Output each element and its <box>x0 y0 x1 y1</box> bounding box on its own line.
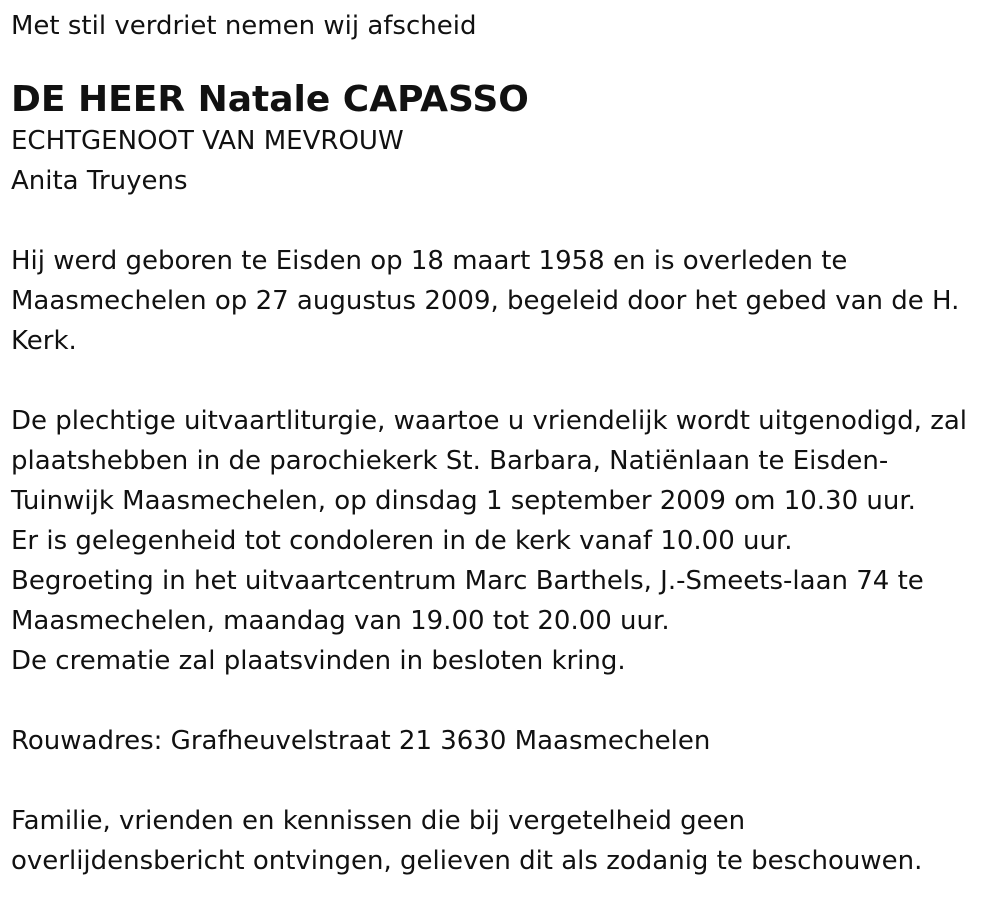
spacer <box>11 681 996 721</box>
paragraph-line: De plechtige uitvaartliturgie, waartoe u vriendelijk wordt uitgenodigd, zal <box>11 406 968 436</box>
mourning-address: Rouwadres: Grafheuvelstraat 21 3630 Maasmechelen <box>11 726 711 756</box>
paragraph-line: De crematie zal plaatsvinden in besloten kring. <box>11 646 626 676</box>
paragraph-line: Er is gelegenheid tot condoleren in de kerk vanaf 10.00 uur. <box>11 526 793 556</box>
deceased-name-title: DE HEER Natale CAPASSO <box>11 79 529 120</box>
spacer <box>11 361 996 401</box>
opening-line: Met stil verdriet nemen wij afscheid <box>11 11 477 41</box>
spouse-label: ECHTGENOOT VAN MEVROUW <box>11 126 404 156</box>
paragraph-line: plaatshebben in de parochiekerk St. Barbara, Natiënlaan te Eisden- <box>11 446 889 476</box>
birth-paragraph <box>11 241 996 361</box>
paragraph-line: Begroeting in het uitvaartcentrum Marc Barthels, J.-Smeets-laan 74 te <box>11 566 924 596</box>
paragraph-line: Kerk. <box>11 326 77 356</box>
paragraph-line: Maasmechelen, maandag van 19.00 tot 20.00 uur. <box>11 606 670 636</box>
funeral-paragraph <box>11 401 996 681</box>
paragraph-line: Tuinwijk Maasmechelen, op dinsdag 1 september 2009 om 10.30 uur. <box>11 486 916 516</box>
paragraph-line: Maasmechelen op 27 augustus 2009, begeleid door het gebed van de H. <box>11 286 960 316</box>
spacer <box>11 201 996 241</box>
closing-paragraph <box>11 801 996 881</box>
obituary-notice <box>11 6 996 881</box>
paragraph-line: Hij werd geboren te Eisden op 18 maart 1958 en is overleden te <box>11 246 848 276</box>
paragraph-line: overlijdensbericht ontvingen, gelieven dit als zodanig te beschouwen. <box>11 846 923 876</box>
spacer <box>11 761 996 801</box>
spouse-name: Anita Truyens <box>11 166 188 196</box>
paragraph-line: Familie, vrienden en kennissen die bij vergetelheid geen <box>11 806 746 836</box>
